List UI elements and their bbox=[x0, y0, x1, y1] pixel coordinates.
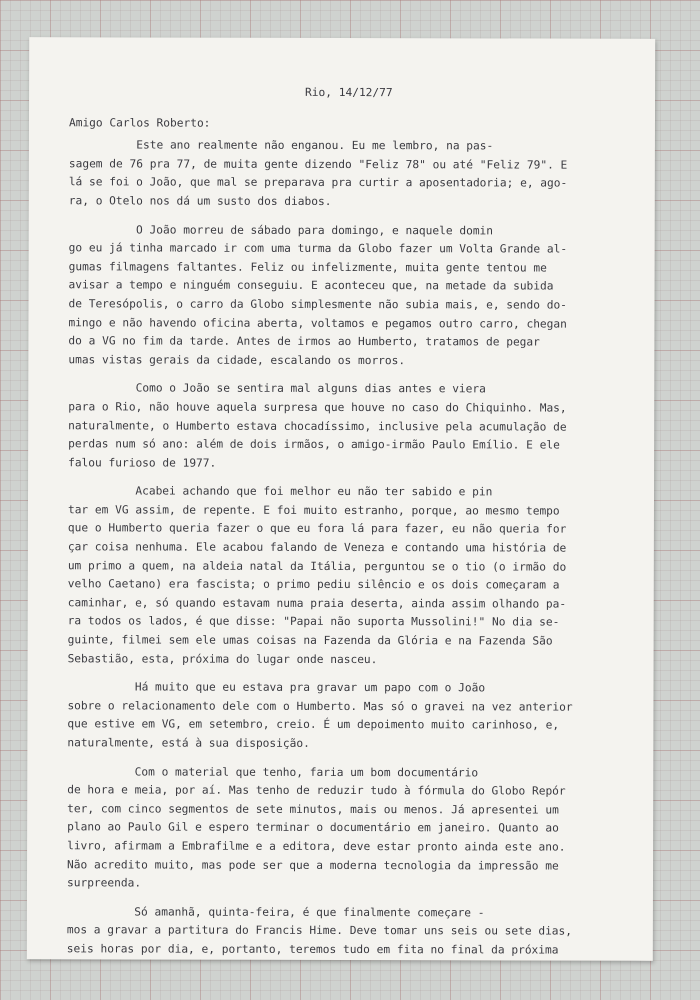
letter-paragraph bbox=[69, 136, 633, 212]
text-line: çar coisa nenhuma. Ele acabou falando de Veneza e contando uma história de bbox=[67, 540, 567, 555]
text-line: gumas filmagens faltantes. Feliz ou infelizmente, muita gente tentou me bbox=[68, 260, 547, 275]
letter-paragraph bbox=[67, 903, 631, 960]
text-line: avisar a tempo e ninguém conseguiu. E aconteceu que, na metade da subida bbox=[68, 278, 554, 293]
text-line: plano ao Paulo Gil e espero terminar o documentário em janeiro. Quanto ao bbox=[67, 820, 559, 835]
text-line: Este ano realmente não enganou. Eu me lembro, na pas- bbox=[68, 138, 494, 153]
text-line: lá se foi o João, que mal se preparava pra curtir a aposentadoria; e, ago- bbox=[68, 175, 568, 190]
text-line: de hora e meia, por aí. Mas tenho de reduzir tudo à fórmula do Globo Repór bbox=[67, 783, 566, 798]
text-line: sobre o relacionamento dele com o Humberto. Mas só o gravei na vez anterior bbox=[67, 699, 573, 714]
text-line: go eu já tinha marcado ir com uma turma da Globo fazer um Volta Grande al- bbox=[68, 241, 568, 256]
text-line: Só amanhã, quinta-feira, é que finalmente começare - bbox=[66, 905, 485, 920]
text-line: naturalmente, o Humberto estava chocadíssimo, inclusive pela acumulação de bbox=[68, 418, 567, 434]
text-line: do a VG no fim da tarde. Antes de irmos ao Humberto, tratamos de pegar bbox=[68, 334, 540, 349]
text-line: falou furioso de 1977. bbox=[68, 455, 217, 470]
text-line: para o Rio, não houve aquela surpresa que houve no caso do Chiquinho. Mas, bbox=[68, 400, 567, 415]
text-line: velho Caetano) era fascista; o primo pediu silêncio e os dois começaram a bbox=[67, 577, 560, 592]
letter-paragraphs bbox=[67, 136, 633, 960]
text-line: Com o material que tenho, faria um bom documentário bbox=[67, 764, 479, 779]
text-line: mos a gravar a partitura do Francis Hime. Deve tomar uns seis ou sete dias, bbox=[66, 923, 573, 938]
letter-paragraph bbox=[68, 483, 632, 670]
text-line: Como o João se sentira mal alguns dias antes e viera bbox=[68, 381, 486, 396]
text-line: Não acredito muito, mas pode ser que a moderna tecnologia da impressão me bbox=[67, 857, 559, 873]
text-line: guinte, filmei sem ele umas coisas na Fazenda da Glória e na Fazenda São bbox=[67, 633, 553, 648]
text-line: ra todos os lados, é que disse: "Papai não suporta Mussolini!" No dia se- bbox=[67, 614, 560, 630]
letter-paragraph bbox=[67, 763, 631, 895]
text-line: caminhar, e, só quando estavam numa praia deserta, ainda assim olhando pa- bbox=[67, 596, 567, 611]
letter-sheet bbox=[27, 37, 655, 961]
letter-paragraph bbox=[68, 221, 632, 371]
text-line: perdas num só ano: além de dois irmãos, o amigo-irmão Paulo Emílio. E ele bbox=[68, 437, 560, 452]
text-line: de Teresópolis, o carro da Globo simplesmente não subia mais, e, sendo do- bbox=[68, 297, 567, 312]
text-line: Acabei achando que foi melhor eu não ter sabido e pin bbox=[68, 484, 493, 499]
letter-paragraph bbox=[68, 380, 632, 474]
text-line: surpreenda. bbox=[66, 876, 142, 890]
text-line: um primo a quem, na aldeia natal da Itália, perguntou se o tio (o irmão do bbox=[67, 558, 567, 574]
text-line: O João morreu de sábado para domingo, e naquele domin bbox=[68, 222, 494, 237]
letter-body bbox=[67, 83, 633, 970]
text-line: Há muito que eu estava pra gravar um papo com o João bbox=[67, 680, 486, 695]
text-line: sagem de 76 pra 77, de muita gente dizendo "Feliz 78" ou até "Feliz 79". E bbox=[68, 157, 568, 172]
letter-greeting: Amigo Carlos Roberto: bbox=[68, 115, 211, 130]
text-line: que estive em VG, em setembro, creio. É um depoimento muito carinhoso, e, bbox=[67, 717, 560, 732]
text-line: Sebastião, esta, próxima do lugar onde nasceu. bbox=[67, 651, 378, 666]
letter-paragraph bbox=[67, 679, 631, 755]
letter-date: Rio, 14/12/77 bbox=[305, 85, 393, 100]
text-line: tar em VG assim, de repente. E foi muito estranho, porque, ao mesmo tempo bbox=[67, 503, 560, 518]
text-line: umas vistas gerais da cidade, escalando os morros. bbox=[68, 353, 406, 367]
text-line: livro, afirmam a Embrafilme e a editora, deve estar pronto ainda este ano. bbox=[67, 839, 566, 854]
text-line: naturalmente, está à sua disposição. bbox=[67, 736, 310, 750]
text-line: ra, o Otelo nos dá um susto dos diabos. bbox=[68, 194, 332, 208]
text-line: seis horas por dia, e, portanto, teremos tudo em fita no final da próxima bbox=[66, 942, 559, 957]
text-line: que o Humberto queria fazer o que eu fora lá para fazer, eu não queria for bbox=[67, 521, 567, 537]
text-line: ter, com cinco segmentos de sete minutos, mais ou menos. Já apresentei um bbox=[67, 802, 559, 817]
text-line: mingo e não havendo oficina aberta, voltamos e pegamos outro carro, chegan bbox=[68, 315, 567, 331]
